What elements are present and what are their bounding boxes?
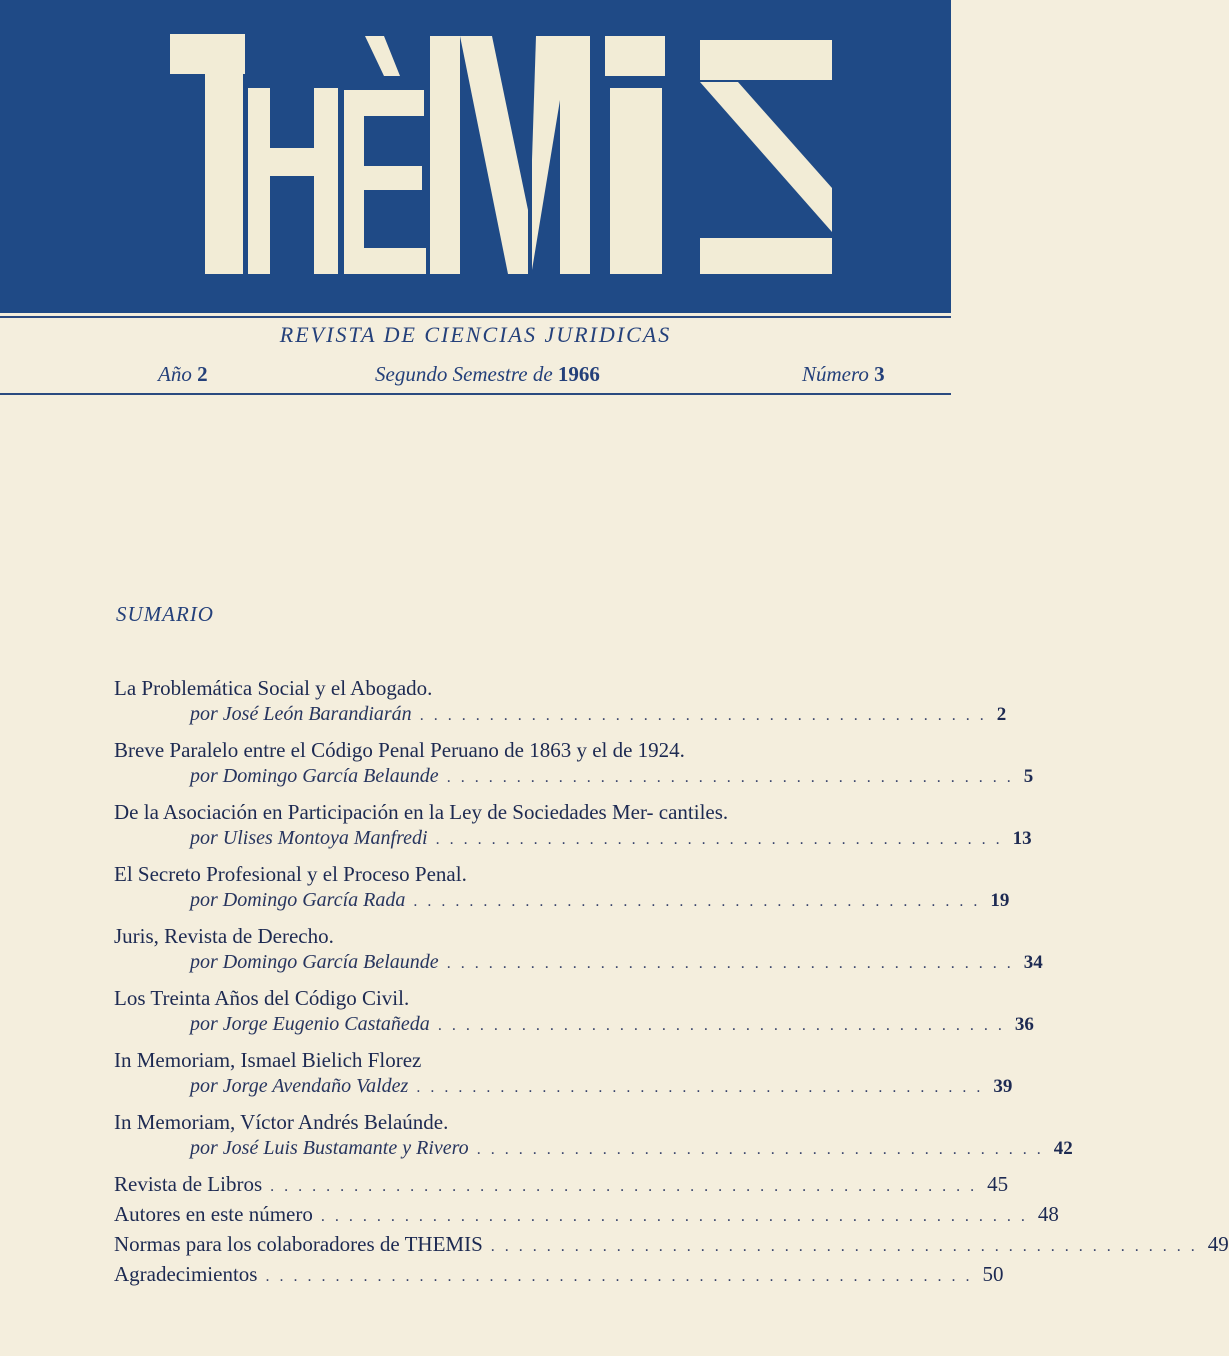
toc-entry-author: por Domingo García Rada xyxy=(190,889,406,911)
toc-entry-author: por José León Barandiarán xyxy=(190,703,412,725)
por-label: por xyxy=(190,827,218,849)
toc-entry-page: 49 xyxy=(1207,1232,1229,1256)
themis-logo xyxy=(0,0,951,313)
toc-entry-page: 36 xyxy=(1014,1014,1034,1035)
toc-entry-page: 45 xyxy=(987,1172,1009,1196)
toc-entry[interactable] xyxy=(114,736,1034,795)
toc-entry-title: Breve Paralelo entre el Código Penal Peruano de 1863 y el de 1924. xyxy=(114,738,685,762)
year-label: Año xyxy=(158,362,192,386)
issue-year xyxy=(158,362,208,387)
leader-dots: . . . . . . . . . . . . . . . . . . . . . . . . . . . . . . . . . . . . . . . . . xyxy=(413,893,981,910)
toc-heading: SUMARIO xyxy=(116,602,214,626)
toc-entry-page: 13 xyxy=(1012,828,1032,849)
por-label: por xyxy=(190,889,218,911)
toc-entry-page: 2 xyxy=(996,704,1007,725)
header-rule-bottom xyxy=(0,393,951,395)
toc-entry-byline xyxy=(114,703,1007,733)
toc-entry-byline xyxy=(114,951,1043,981)
por-label: por xyxy=(190,1013,218,1035)
toc-entry[interactable] xyxy=(114,1200,1059,1230)
semester-year: 1966 xyxy=(557,362,600,386)
number-label: Número xyxy=(802,362,869,386)
toc-entry-author: por Ulises Montoya Manfredi xyxy=(190,827,428,849)
toc-entry[interactable] xyxy=(114,1046,1013,1105)
journal-subtitle: REVISTA DE CIENCIAS JURIDICAS xyxy=(279,322,672,347)
toc-entry-title: In Memoriam, Víctor Andrés Belaúnde. xyxy=(114,1110,449,1134)
toc-entry[interactable] xyxy=(114,984,1034,1043)
toc-entry-byline xyxy=(114,889,1010,919)
toc-entry[interactable] xyxy=(114,674,1007,733)
masthead xyxy=(0,0,951,313)
toc-entry-author: por Domingo García Belaunde xyxy=(190,765,439,787)
por-label: por xyxy=(190,951,218,973)
toc-entry-page: 34 xyxy=(1023,952,1043,973)
toc-entry-title: Revista de Libros xyxy=(114,1172,263,1196)
toc-entry-byline xyxy=(114,1013,1034,1043)
toc-entry[interactable] xyxy=(114,1260,1004,1290)
toc-entry-author: por José Luis Bustamante y Rivero xyxy=(190,1137,469,1159)
por-label: por xyxy=(190,765,218,787)
por-label: por xyxy=(190,703,218,725)
leader-dots: . . . . . . . . . . . . . . . . . . . . . . . . . . . . . . . . . . . . . . . . . xyxy=(435,831,1003,848)
por-label: por xyxy=(190,1137,218,1159)
semester-label: Segundo Semestre de xyxy=(375,362,553,386)
toc-entry-title: Agradecimientos xyxy=(114,1262,258,1286)
toc-entry-author: por Jorge Eugenio Castañeda xyxy=(190,1013,430,1035)
toc-entry-page: 19 xyxy=(990,890,1010,911)
leader-dots: . . . . . . . . . . . . . . . . . . . . . . . . . . . . . . . . . . . . . . . . . xyxy=(476,1141,1044,1158)
toc-entry-title: Normas para los colaboradores de THEMIS xyxy=(114,1232,483,1256)
toc-entry-author: por Jorge Avendaño Valdez xyxy=(190,1075,409,1097)
leader-dots: . . . . . . . . . . . . . . . . . . . . . . . . . . . . . . . . . . . . . . . . . xyxy=(419,707,987,724)
header-rule-top xyxy=(0,316,951,318)
issue-semester xyxy=(375,362,600,387)
toc-entry[interactable] xyxy=(114,1230,1229,1260)
toc-entry[interactable] xyxy=(114,798,1032,857)
toc-entry[interactable] xyxy=(114,1108,1073,1167)
leader-dots: . . . . . . . . . . . . . . . . . . . . . . . . . . . . . . . . . . . . . . . . . xyxy=(437,1017,1005,1034)
table-of-contents xyxy=(114,674,1229,1290)
leader-dots: . . . . . . . . . . . . . . . . . . . . . . . . . . . . . . . . . . . . . . . . . . . . . . . . . . . xyxy=(270,1178,978,1195)
leader-dots: . . . . . . . . . . . . . . . . . . . . . . . . . . . . . . . . . . . . . . . . . xyxy=(446,769,1014,786)
toc-entry-title: Juris, Revista de Derecho. xyxy=(114,924,334,948)
leader-dots: . . . . . . . . . . . . . . . . . . . . . . . . . . . . . . . . . . . . . . . . . . . . . . . . . . . xyxy=(490,1238,1198,1255)
toc-entry-byline xyxy=(114,827,1032,857)
toc-entry[interactable] xyxy=(114,922,1043,981)
por-label: por xyxy=(190,1075,218,1097)
toc-entry-title: El Secreto Profesional y el Proceso Penal. xyxy=(114,862,467,886)
toc-entry-page: 42 xyxy=(1053,1138,1073,1159)
toc-entry-page: 50 xyxy=(982,1262,1004,1286)
toc-entry[interactable] xyxy=(114,1170,1009,1200)
toc-entry[interactable] xyxy=(114,860,1010,919)
toc-entry-page: 5 xyxy=(1023,766,1034,787)
toc-entry-byline xyxy=(114,1075,1013,1105)
toc-entry-title: In Memoriam, Ismael Bielich Florez xyxy=(114,1048,422,1072)
leader-dots: . . . . . . . . . . . . . . . . . . . . . . . . . . . . . . . . . . . . . . . . . xyxy=(416,1079,984,1096)
leader-dots: . . . . . . . . . . . . . . . . . . . . . . . . . . . . . . . . . . . . . . . . . xyxy=(446,955,1014,972)
toc-entry-page: 39 xyxy=(993,1076,1013,1097)
toc-entry-title: La Problemática Social y el Abogado. xyxy=(114,676,433,700)
leader-dots: . . . . . . . . . . . . . . . . . . . . . . . . . . . . . . . . . . . . . . . . . . . . . . . . . . . xyxy=(320,1208,1028,1225)
toc-entry-author: por Domingo García Belaunde xyxy=(190,951,439,973)
year-value: 2 xyxy=(197,362,208,386)
toc-entry-byline xyxy=(114,1137,1073,1167)
issue-number xyxy=(802,362,885,387)
toc-entry-page: 48 xyxy=(1037,1202,1059,1226)
toc-entry-title: De la Asociación en Participación en la Ley de Sociedades Mer- cantiles. xyxy=(114,800,729,824)
toc-entry-byline xyxy=(114,765,1034,795)
toc-entry-title: Los Treinta Años del Código Civil. xyxy=(114,986,410,1010)
toc-entry-title: Autores en este número xyxy=(114,1202,313,1226)
leader-dots: . . . . . . . . . . . . . . . . . . . . . . . . . . . . . . . . . . . . . . . . . . . . . . . . . . . xyxy=(265,1268,973,1285)
number-value: 3 xyxy=(874,362,885,386)
